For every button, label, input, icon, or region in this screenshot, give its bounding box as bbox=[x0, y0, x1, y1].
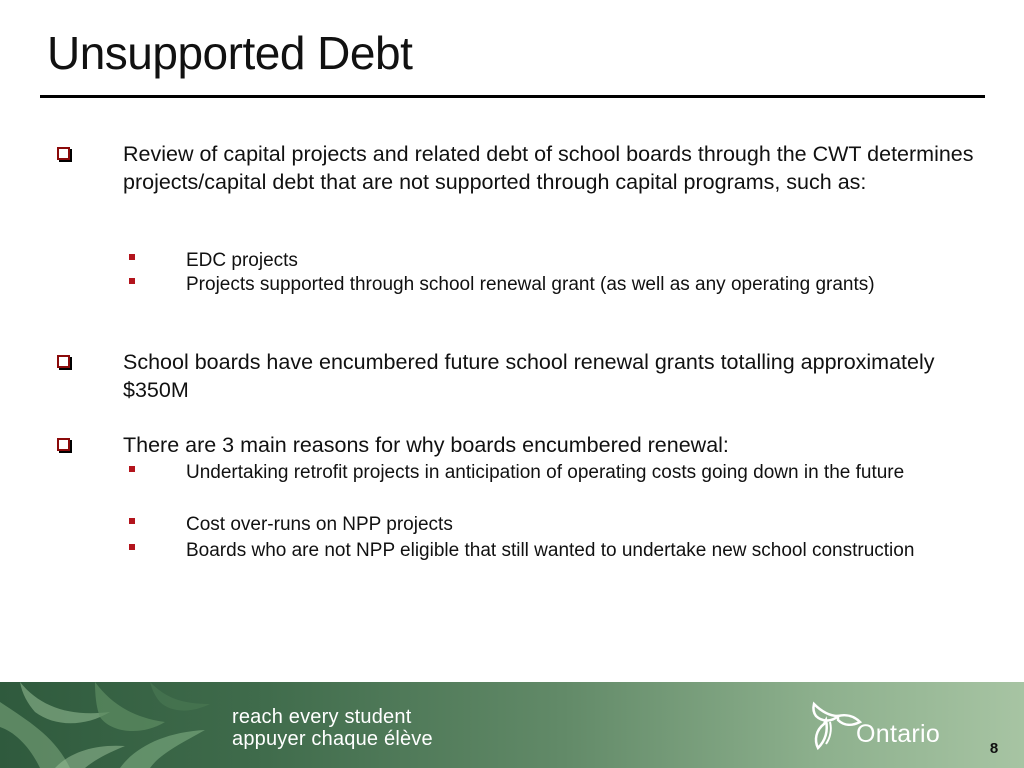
hollow-square-icon bbox=[57, 355, 70, 368]
filled-square-icon bbox=[129, 518, 135, 524]
slide-title: Unsupported Debt bbox=[47, 27, 413, 79]
page-number: 8 bbox=[989, 740, 999, 757]
hollow-square-icon bbox=[57, 438, 70, 451]
filled-square-icon bbox=[129, 544, 135, 550]
footer-banner bbox=[0, 682, 1024, 768]
leaf-swirl-graphic bbox=[0, 682, 230, 768]
title-divider bbox=[40, 95, 985, 98]
tagline-french: appuyer chaque élève bbox=[232, 728, 433, 750]
ontario-wordmark: Ontario bbox=[856, 720, 941, 748]
sub-bullet-text: Projects supported through school renewal grant (as well as any operating grants) bbox=[186, 274, 875, 295]
bullet-text: School boards have encumbered future school renewal grants totalling approximately $350M bbox=[123, 350, 935, 402]
sub-bullet-text: Undertaking retrofit projects in anticipation of operating costs going down in the future bbox=[186, 462, 905, 483]
filled-square-icon bbox=[129, 254, 135, 260]
bullet-text: There are 3 main reasons for why boards encumbered renewal: bbox=[123, 433, 729, 457]
tagline-english: reach every student bbox=[232, 706, 412, 728]
sub-bullet-text: EDC projects bbox=[186, 250, 298, 271]
filled-square-icon bbox=[129, 278, 135, 284]
filled-square-icon bbox=[129, 466, 135, 472]
bullet-text: Review of capital projects and related debt of school boards through the CWT determines projects/capital debt that are not supported through capital programs, such as: bbox=[123, 142, 974, 194]
sub-bullet-text: Cost over-runs on NPP projects bbox=[186, 514, 453, 535]
sub-bullet-text: Boards who are not NPP eligible that still wanted to undertake new school construction bbox=[186, 540, 915, 561]
trillium-icon bbox=[802, 700, 862, 752]
hollow-square-icon bbox=[57, 147, 70, 160]
